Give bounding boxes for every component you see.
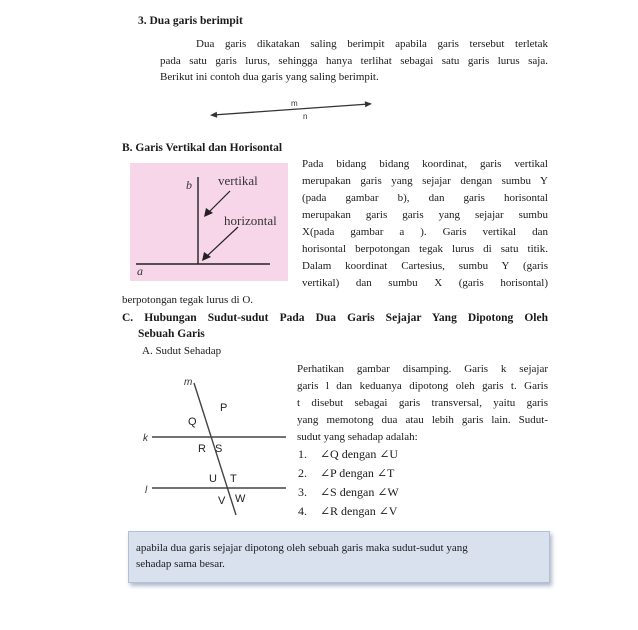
section-c-line-3: t disebut sebagai garis transversal, yaitu garis <box>297 397 548 409</box>
conclusion-callout <box>128 531 550 583</box>
label-P: P <box>220 402 228 414</box>
label-S: S <box>215 443 223 455</box>
arrow-to-horizontal <box>206 227 238 257</box>
arrowhead-right-icon <box>365 101 372 107</box>
label-l: l <box>145 485 148 496</box>
section-c-line-5: sudut yang sehadap adalah: <box>297 431 418 443</box>
label-horizontal: horizontal <box>224 213 277 228</box>
section-b-last-line: berpotongan tegak lurus di O. <box>122 294 254 306</box>
section-3-line-2: pada satu garis lurus, sehingga hanya terlihat sebagai satu garis lurus saja. <box>160 55 548 67</box>
label-Q: Q <box>188 416 197 428</box>
list-item: 1. ∠Q dengan ∠U <box>298 447 399 461</box>
callout-line-2: sehadap sama besar. <box>136 558 225 570</box>
section-3-heading: 3. Dua garis berimpit <box>138 15 243 27</box>
list-item: 3. ∠S dengan ∠W <box>298 485 399 499</box>
label-vertikal: vertikal <box>218 173 258 188</box>
label-U: U <box>209 473 217 485</box>
section-b-line-3: (pada gambar b), dan garis horisontal <box>302 192 548 204</box>
section-b-line-1: Pada bidang bidang koordinat, garis vertikal <box>302 158 548 170</box>
label-V: V <box>218 495 226 507</box>
section-c-heading-cont: Sebuah Garis <box>138 328 205 340</box>
label-R: R <box>198 443 206 455</box>
label-n: n <box>303 112 308 121</box>
section-b-line-6: horisontal berpotongan tegak lurus di satu titik. <box>302 243 548 255</box>
arrow-to-vertical <box>208 191 230 213</box>
section-3-line-3: Berikut ini contoh dua garis yang saling berimpit. <box>160 71 379 83</box>
label-T: T <box>230 473 237 485</box>
callout-line-1: apabila dua garis sejajar dipotong oleh sebuah garis maka sudut-sudut yang <box>136 542 468 554</box>
list-item: 2. ∠P dengan ∠T <box>298 466 395 480</box>
section-b-line-2: merupakan garis yang sejajar dengan sumbu Y <box>302 175 548 187</box>
subheading-sudut-sehadap: A. Sudut Sehadap <box>142 345 222 357</box>
coincident-lines-figure <box>205 96 375 124</box>
vertical-horizontal-figure <box>130 163 288 281</box>
section-c-line-2: garis l dan keduanya dipotong oleh garis t. Garis <box>297 380 548 392</box>
transversal-figure <box>140 375 290 520</box>
section-c-heading: C. Hubungan Sudut-sudut Pada Dua Garis Sejajar Yang Dipotong Oleh <box>122 312 548 324</box>
label-W: W <box>235 493 246 505</box>
label-k: k <box>143 433 148 444</box>
arrowhead-left-icon <box>210 112 217 118</box>
section-b-line-5: X(pada gambar a ). Garis vertikal dan <box>302 226 548 238</box>
section-3-line-1: Dua garis dikatakan saling berimpit apabila garis tersebut terletak <box>196 38 548 50</box>
list-item: 4. ∠R dengan ∠V <box>298 504 398 518</box>
section-c-line-1: Perhatikan gambar disamping. Garis k sejajar <box>297 363 548 375</box>
label-m: m <box>291 99 298 108</box>
section-b-line-7: Dalam koordinat Cartesius, sumbu Y (garis <box>302 260 548 272</box>
section-b-line-4: merupakan garis garis yang sejajar sumbu <box>302 209 548 221</box>
section-b-line-8: vertikal) dan sumbu X (garis horisontal) <box>302 277 548 289</box>
label-b: b <box>186 178 192 192</box>
section-c-line-4: yang memotong dua atau lebih garis lain. Sudut- <box>297 414 548 426</box>
corresponding-angles-list <box>298 445 399 521</box>
label-a: a <box>137 264 143 278</box>
label-m: m <box>184 377 193 388</box>
section-b-heading: B. Garis Vertikal dan Horisontal <box>122 142 283 154</box>
